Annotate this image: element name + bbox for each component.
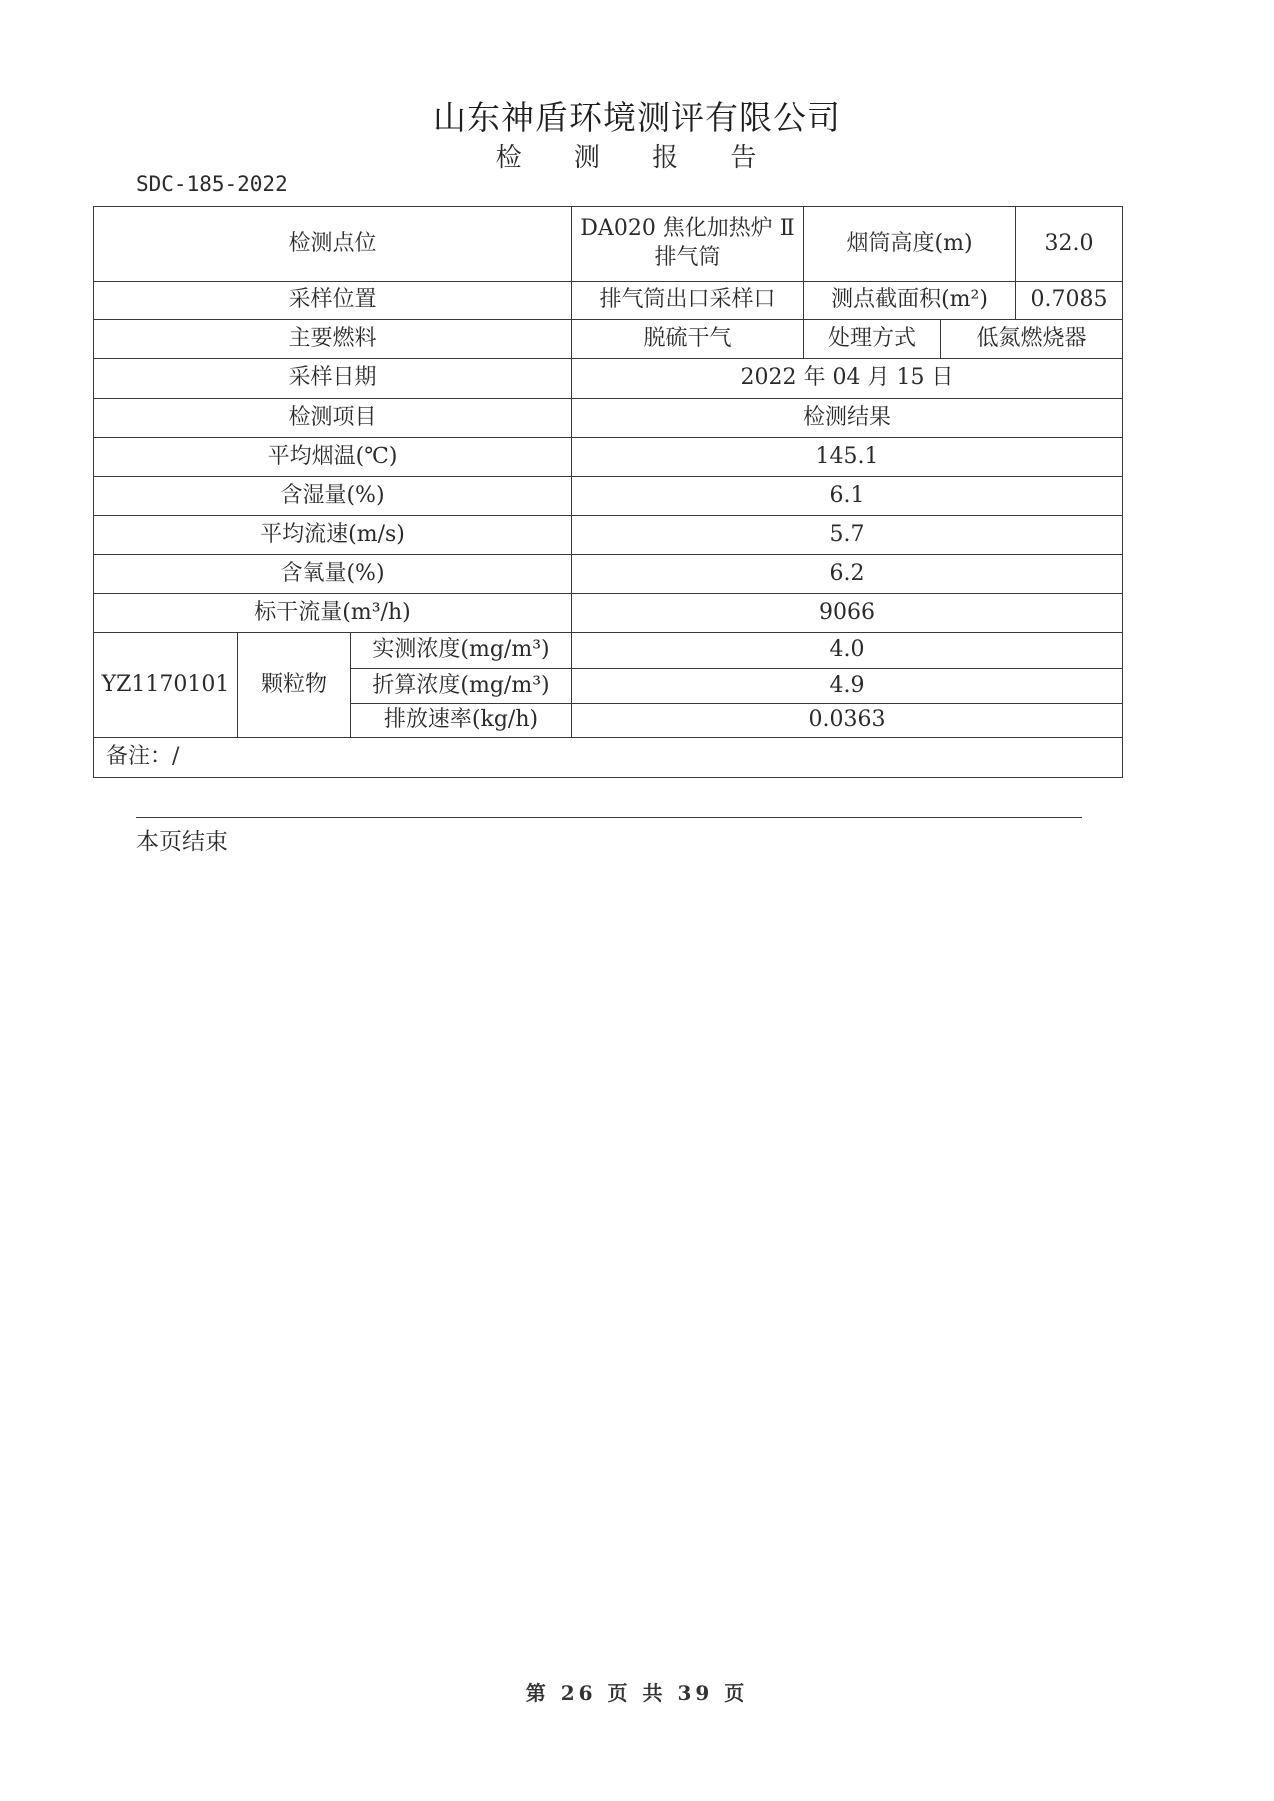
table-row	[94, 320, 1123, 359]
particulate-code: YZ1170101	[94, 633, 238, 738]
particulate-metric-value: 4.0	[572, 633, 1123, 669]
treatment-label: 处理方式	[804, 320, 941, 359]
particulate-name: 颗粒物	[238, 633, 351, 738]
report-type: 检 测 报 告	[495, 143, 779, 173]
table-row	[94, 207, 1123, 282]
test-result-header: 检测结果	[572, 399, 1123, 438]
sampling-location-label: 采样位置	[94, 282, 572, 320]
particulate-metric-value: 4.9	[572, 669, 1123, 704]
table-row	[94, 633, 1123, 669]
test-item-header: 检测项目	[94, 399, 572, 438]
param-value: 6.1	[572, 477, 1123, 516]
param-value: 6.2	[572, 555, 1123, 594]
param-value: 9066	[572, 594, 1123, 633]
table-row	[94, 438, 1123, 477]
param-label: 平均流速(m/s)	[94, 516, 572, 555]
footer-middle: 页 共	[607, 1681, 667, 1705]
stack-height-value: 32.0	[1016, 207, 1123, 282]
main-fuel-value: 脱硫干气	[572, 320, 804, 359]
footer-prefix: 第	[525, 1681, 550, 1705]
sampling-date-value: 2022 年 04 月 15 日	[572, 359, 1123, 399]
divider	[136, 817, 1082, 818]
monitoring-point-value: DA020 焦化加热炉 Ⅱ排气筒	[572, 207, 804, 282]
param-label: 含湿量(%)	[94, 477, 572, 516]
param-value: 5.7	[572, 516, 1123, 555]
table-row	[94, 359, 1123, 399]
particulate-metric-label: 实测浓度(mg/m³)	[351, 633, 572, 669]
treatment-value: 低氮燃烧器	[941, 320, 1123, 359]
table-row	[94, 738, 1123, 778]
total-pages: 39	[677, 1681, 714, 1705]
param-value: 145.1	[572, 438, 1123, 477]
table-row	[94, 477, 1123, 516]
table-row	[94, 555, 1123, 594]
company-name: 山东神盾环境测评有限公司	[433, 98, 841, 137]
param-label: 平均烟温(℃)	[94, 438, 572, 477]
sampling-location-value: 排气筒出口采样口	[572, 282, 804, 320]
remarks: 备注：/	[94, 738, 1123, 778]
sampling-date-label: 采样日期	[94, 359, 572, 399]
table-row	[94, 282, 1123, 320]
stack-height-label: 烟筒高度(m)	[804, 207, 1016, 282]
monitoring-point-label: 检测点位	[94, 207, 572, 282]
param-label: 标干流量(m³/h)	[94, 594, 572, 633]
section-area-label: 测点截面积(m²)	[804, 282, 1016, 320]
end-of-page-note: 本页结束	[136, 829, 228, 855]
test-results-table	[93, 206, 1123, 778]
particulate-metric-value: 0.0363	[572, 704, 1123, 738]
table-row	[94, 399, 1123, 438]
particulate-metric-label: 排放速率(kg/h)	[351, 704, 572, 738]
param-label: 含氧量(%)	[94, 555, 572, 594]
footer-suffix: 页	[724, 1681, 749, 1705]
report-number: SDC-185-2022	[136, 172, 288, 196]
section-area-value: 0.7085	[1016, 282, 1123, 320]
main-fuel-label: 主要燃料	[94, 320, 572, 359]
table-row	[94, 594, 1123, 633]
particulate-metric-label: 折算浓度(mg/m³)	[351, 669, 572, 704]
table-row	[94, 516, 1123, 555]
current-page: 26	[560, 1681, 597, 1705]
page-footer	[0, 1677, 1274, 1706]
